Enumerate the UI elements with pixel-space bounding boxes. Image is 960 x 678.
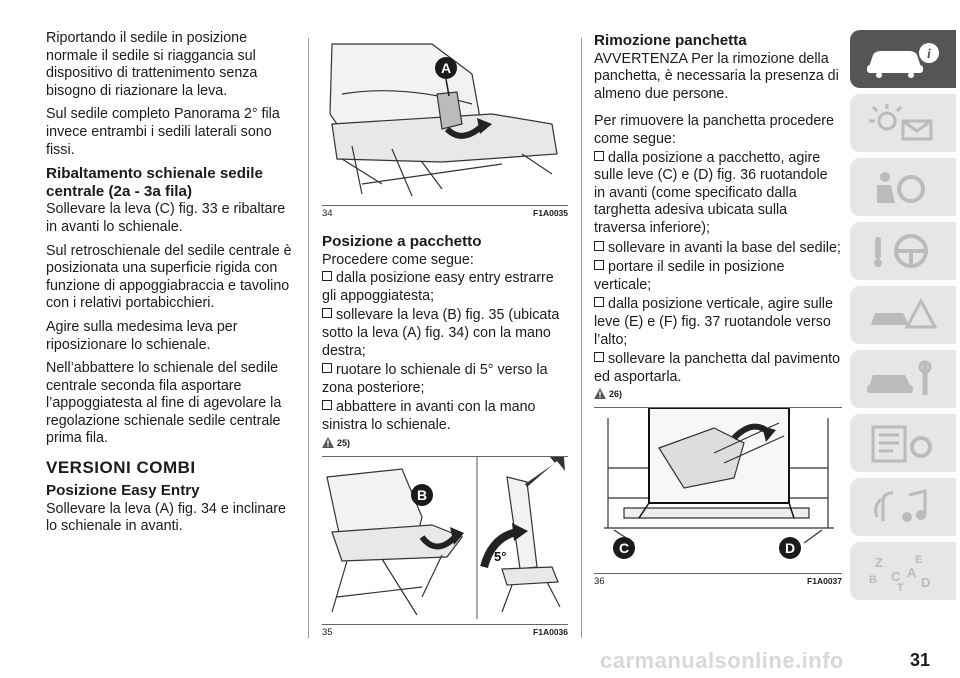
paragraph: Nell’abbattere lo schienale del sedile centrale seconda fila asportare l’appoggiatesta al fine di agevolare la regolazione schienale sedile centrale prima fila. bbox=[46, 360, 282, 447]
angle-label: 5° bbox=[494, 548, 507, 564]
seat-fold-illustration bbox=[322, 457, 568, 619]
car-info-icon bbox=[863, 39, 943, 79]
bullet-box-icon bbox=[322, 400, 332, 410]
section-heading: Posizione Easy Entry bbox=[46, 482, 200, 500]
figure-34 bbox=[322, 34, 568, 206]
tab-multimedia[interactable] bbox=[850, 478, 956, 536]
column-divider bbox=[581, 38, 582, 638]
up-arrow-icon bbox=[525, 457, 565, 487]
svg-text:B: B bbox=[869, 574, 877, 586]
column-right bbox=[594, 30, 842, 587]
airbag-icon bbox=[863, 167, 943, 207]
figure-36 bbox=[594, 407, 842, 574]
tab-car-info[interactable] bbox=[850, 30, 956, 88]
figure-code: F1A0036 bbox=[533, 626, 568, 637]
bullet-box-icon bbox=[322, 308, 332, 318]
figure-caption bbox=[594, 576, 842, 587]
paragraph: AVVERTENZA Per la rimozione della panchetta, è necessaria la presenza di almeno due persone. bbox=[594, 50, 839, 102]
svg-text:i: i bbox=[927, 47, 931, 62]
svg-text:T: T bbox=[897, 582, 904, 591]
chapter-tabs bbox=[850, 30, 960, 606]
lights-icon bbox=[863, 103, 943, 143]
seat-lever-illustration bbox=[322, 34, 568, 200]
figure-number: 35 bbox=[322, 626, 333, 638]
tab-emergency[interactable] bbox=[850, 286, 956, 344]
list-item: ruotare lo schienale di 5° verso la zona posteriore; bbox=[322, 362, 548, 396]
paragraph: Sollevare la leva (A) fig. 34 e inclinare lo schienale in avanti. bbox=[46, 500, 286, 535]
tab-lights[interactable] bbox=[850, 94, 956, 152]
svg-text:C: C bbox=[891, 569, 901, 584]
column-divider bbox=[308, 38, 309, 638]
figure-code: F1A0037 bbox=[807, 576, 842, 587]
section-heading: Posizione a pacchetto bbox=[322, 233, 482, 250]
bullet-box-icon bbox=[322, 271, 332, 281]
section-title: VERSIONI COMBI bbox=[46, 458, 196, 478]
multimedia-icon bbox=[863, 487, 943, 527]
tab-index[interactable] bbox=[850, 542, 956, 600]
watermark: carmanualsonline.info bbox=[600, 648, 844, 673]
paragraph: Agire sulla medesima leva per riposizionare lo schienale. bbox=[46, 318, 238, 353]
callout-label-b: B bbox=[416, 486, 428, 503]
callout-label-a: A bbox=[440, 60, 452, 76]
svg-text:A: A bbox=[907, 565, 917, 580]
section-heading: Ribaltamento schienale sedile centrale (2a - 3a fila) bbox=[46, 165, 263, 200]
list-item: dalla posizione a pacchetto, agire sulle leve (C) e (D) fig. 36 ruotandole in avanti (come specificato dalla targhetta adesiva ubicata sulla traversa inferiore); bbox=[594, 149, 828, 236]
tab-maintenance[interactable] bbox=[850, 350, 956, 408]
bullet-box-icon bbox=[322, 363, 332, 373]
settings-icon bbox=[863, 423, 943, 463]
warning-reference: 26) bbox=[594, 388, 842, 399]
figure-caption bbox=[322, 627, 568, 638]
warning-triangle-icon bbox=[594, 388, 606, 399]
bullet-box-icon bbox=[594, 352, 604, 362]
paragraph: Per rimuovere la panchetta procedere come segue: bbox=[594, 113, 835, 147]
list-item: dalla posizione easy entry estrarre gli appoggiatesta; bbox=[322, 270, 554, 304]
svg-text:D: D bbox=[921, 575, 931, 590]
paragraph: Sollevare la leva (C) fig. 33 e ribaltare in avanti lo schienale. bbox=[46, 201, 286, 235]
callout-label-c: C bbox=[618, 540, 630, 557]
index-icon bbox=[863, 551, 943, 591]
maintenance-icon bbox=[863, 359, 943, 399]
figure-code: F1A0035 bbox=[533, 208, 568, 218]
list-item: sollevare la panchetta dal pavimento ed asportarla. bbox=[594, 351, 841, 385]
paragraph: Procedere come segue: bbox=[322, 251, 474, 268]
warning-triangle-icon bbox=[322, 437, 334, 448]
page-number: 31 bbox=[909, 650, 930, 670]
figure-number: 36 bbox=[594, 576, 605, 588]
tab-technical-data[interactable] bbox=[850, 414, 956, 472]
figure-caption bbox=[322, 208, 568, 219]
paragraph: Sul sedile completo Panorama 2° fila invece entrambi i sedili laterali sono fissi. bbox=[46, 106, 280, 158]
warning-car-icon bbox=[863, 295, 943, 335]
list-item: dalla posizione verticale, agire sulle leve (E) e (F) fig. 37 ruotandole verso l’alto; bbox=[594, 296, 833, 348]
tab-driving[interactable] bbox=[850, 222, 956, 280]
list-item: sollevare la leva (B) fig. 35 (ubicata sotto la leva (A) fig. 34) con la mano destra; bbox=[322, 307, 560, 359]
bullet-box-icon bbox=[594, 260, 604, 270]
steering-wheel-icon bbox=[863, 231, 943, 271]
callout-label-d: D bbox=[784, 540, 796, 557]
warning-reference: 25) bbox=[322, 437, 568, 448]
list-item: sollevare in avanti la base del sedile; bbox=[594, 240, 842, 258]
paragraph: Riportando il sedile in posizione normale il sedile si riaggancia sul dispositivo di trattenimento senza bisogno di riazionare la leva. bbox=[46, 30, 258, 99]
paragraph: Sul retroschienale del sedile centrale è posizionata una superficie rigida con funzione di appoggiabraccia e tavolino con i relativi portabicchieri. bbox=[46, 242, 292, 312]
column-middle bbox=[322, 34, 568, 638]
bench-lever-illustration bbox=[594, 408, 842, 568]
list-item: abbattere in avanti con la mano sinistra lo schienale. bbox=[322, 399, 536, 433]
figure-number: 34 bbox=[322, 208, 333, 219]
tab-airbag[interactable] bbox=[850, 158, 956, 216]
bullet-box-icon bbox=[594, 151, 604, 161]
bullet-box-icon bbox=[594, 297, 604, 307]
list-item: portare il sedile in posizione verticale; bbox=[594, 259, 785, 293]
bullet-box-icon bbox=[594, 241, 604, 251]
section-heading: Rimozione panchetta bbox=[594, 32, 747, 49]
svg-text:Z: Z bbox=[875, 555, 883, 570]
column-left bbox=[46, 30, 294, 542]
figure-35 bbox=[322, 456, 568, 625]
svg-text:E: E bbox=[915, 554, 923, 566]
